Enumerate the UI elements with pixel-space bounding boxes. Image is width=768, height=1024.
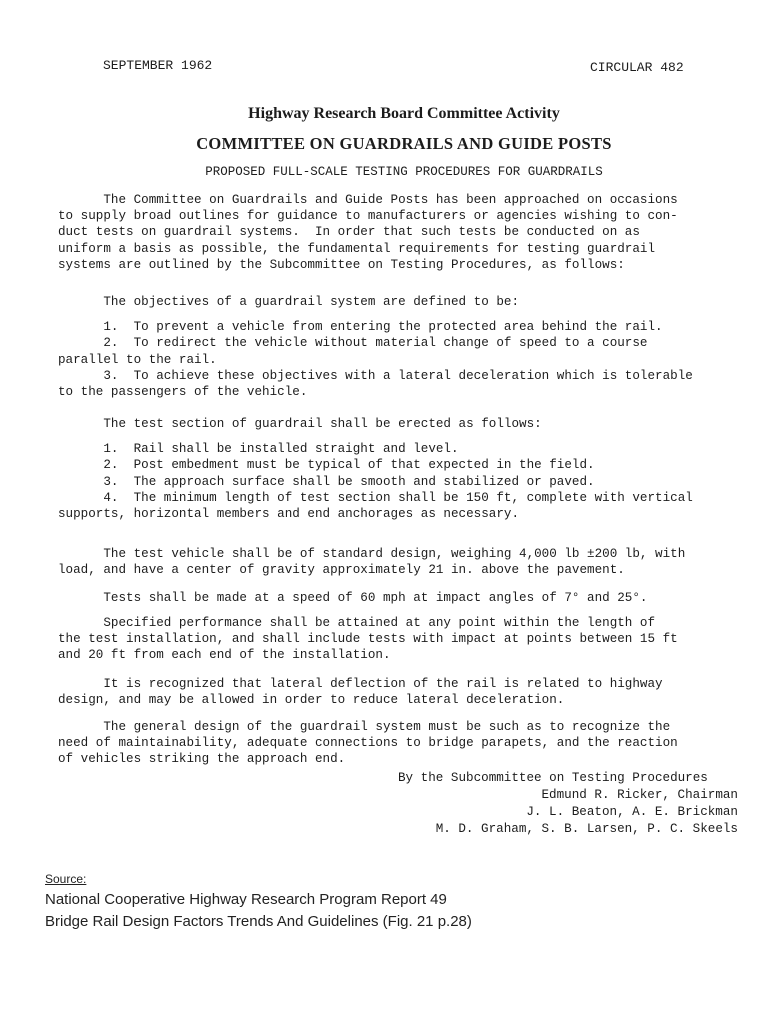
signature-block	[398, 770, 738, 838]
text-line: 1. Rail shall be installed straight and level.	[58, 442, 459, 457]
signature-line: J. L. Beaton, A. E. Brickman	[526, 805, 738, 819]
text-line: of vehicles striking the approach end.	[58, 752, 346, 767]
text-line: The Committee on Guardrails and Guide Posts has been approached on occasions	[58, 193, 678, 207]
source-label: Source:	[45, 872, 87, 886]
text-line: parallel to the rail.	[58, 352, 217, 367]
text-line: 3. The approach surface shall be smooth and stabilized or paved.	[58, 474, 595, 489]
text-line: It is recognized that lateral deflection of the rail is related to highway	[58, 677, 663, 691]
source-figure: Bridge Rail Design Factors Trends And Guidelines (Fig. 21 p.28)	[45, 913, 472, 930]
text-line: 3. To achieve these objectives with a lateral deceleration which is tolerable	[58, 368, 693, 383]
speed-paragraph	[58, 590, 748, 606]
committee-title: COMMITTEE ON GUARDRAILS AND GUIDE POSTS	[196, 134, 612, 153]
objectives-section	[58, 294, 748, 400]
performance-paragraph	[58, 615, 748, 664]
text-line: systems are outlined by the Subcommittee on Testing Procedures, as follows:	[58, 257, 625, 272]
text-line: supports, horizontal members and end anchorages as necessary.	[58, 507, 520, 522]
signature-line: Edmund R. Ricker, Chairman	[541, 788, 738, 802]
text-line: to supply broad outlines for guidance to manufacturers or agencies wishing to con-	[58, 209, 678, 224]
text-line: uniform a basis as possible, the fundamental requirements for testing guardrail	[58, 241, 656, 256]
text-line: need of maintainability, adequate connections to bridge parapets, and the reaction	[58, 736, 678, 751]
text-line: 1. To prevent a vehicle from entering the protected area behind the rail.	[58, 320, 663, 335]
source-report: National Cooperative Highway Research Program Report 49	[45, 891, 447, 908]
text-line: the test installation, and shall include tests with impact at points between 15 ft	[58, 632, 678, 647]
deflection-paragraph	[58, 676, 748, 708]
source-citation	[45, 872, 472, 933]
signature-line: By the Subcommittee on Testing Procedures	[398, 771, 708, 785]
vehicle-paragraph	[58, 546, 748, 578]
text-line: and 20 ft from each end of the installation.	[58, 648, 391, 663]
board-title: Highway Research Board Committee Activity	[248, 105, 560, 122]
signature-line: M. D. Graham, S. B. Larsen, P. C. Skeels	[435, 822, 738, 836]
text-line: Specified performance shall be attained at any point within the length of	[58, 616, 656, 630]
text-line: to the passengers of the vehicle.	[58, 385, 308, 400]
circular-number: CIRCULAR 482	[590, 60, 684, 75]
text-line: load, and have a center of gravity approximately 21 in. above the pavement.	[58, 563, 625, 578]
text-line: The general design of the guardrail system must be such as to recognize the	[58, 720, 671, 734]
text-line: Tests shall be made at a speed of 60 mph at impact angles of 7° and 25°.	[58, 591, 648, 605]
test-section-list	[58, 416, 748, 522]
text-line: 2. Post embedment must be typical of that expected in the field.	[58, 458, 595, 473]
intro-paragraph	[58, 192, 748, 273]
text-line: The test vehicle shall be of standard design, weighing 4,000 lb ±200 lb, with	[58, 547, 686, 561]
text-line: duct tests on guardrail systems. In order that such tests be conducted on as	[58, 225, 640, 240]
text-line: 4. The minimum length of test section shall be 150 ft, complete with vertical	[58, 490, 693, 505]
text-line: The objectives of a guardrail system are defined to be:	[58, 295, 520, 309]
document-date: SEPTEMBER 1962	[103, 58, 213, 73]
text-line: design, and may be allowed in order to reduce lateral deceleration.	[58, 693, 565, 708]
general-design-paragraph	[58, 719, 748, 768]
text-line: 2. To redirect the vehicle without material change of speed to a course	[58, 336, 648, 351]
procedure-title: PROPOSED FULL-SCALE TESTING PROCEDURES FOR GUARDRAILS	[205, 165, 603, 179]
text-line: The test section of guardrail shall be erected as follows:	[58, 417, 542, 431]
